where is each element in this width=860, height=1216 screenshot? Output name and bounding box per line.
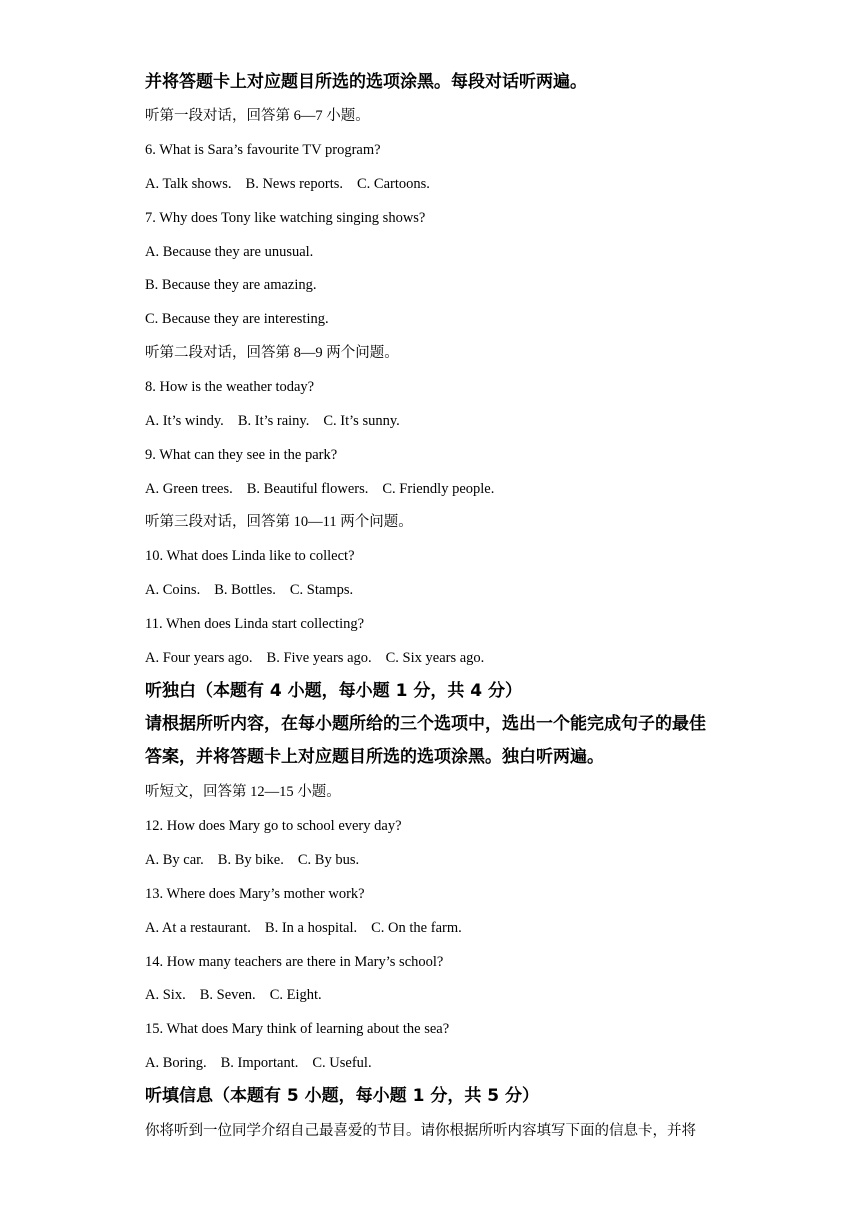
monologue-heading: 听独白（本题有 4 小题，每小题 1 分，共 4 分） xyxy=(145,681,522,701)
question-7-option-b: B. Because they are amazing. xyxy=(145,277,317,293)
option-a: A. Six. xyxy=(145,987,186,1003)
question-9-stem: 9. What can they see in the park? xyxy=(145,447,338,463)
option-c: C. Friendly people. xyxy=(382,481,495,497)
monologue-instruction-line-2: 答案，并将答题卡上对应题目所选的选项涂黑。独白听两遍。 xyxy=(145,747,604,767)
question-15-options xyxy=(145,1056,386,1071)
section-2-instruction: 听第二段对话，回答第 8—9 两个问题。 xyxy=(145,345,399,361)
question-8-options xyxy=(145,414,414,429)
option-b: B. Bottles. xyxy=(214,582,276,598)
section-1-instruction: 听第一段对话，回答第 6—7 小题。 xyxy=(145,108,370,124)
question-6-stem: 6. What is Sara’s favourite TV program? xyxy=(145,142,381,158)
option-a: A. Talk shows. xyxy=(145,176,232,192)
option-c: C. By bus. xyxy=(297,852,360,868)
question-10-options xyxy=(145,583,367,598)
option-b: B. Important. xyxy=(220,1055,299,1071)
question-6-options xyxy=(145,177,444,192)
option-b: B. Five years ago. xyxy=(266,650,372,666)
fill-info-heading: 听填信息（本题有 5 小题，每小题 1 分，共 5 分） xyxy=(145,1086,539,1106)
question-15-stem: 15. What does Mary think of learning about the sea? xyxy=(145,1021,450,1037)
option-b: B. By bike. xyxy=(217,852,284,868)
option-a: A. By car. xyxy=(145,852,204,868)
question-12-stem: 12. How does Mary go to school every day? xyxy=(145,818,402,834)
question-14-stem: 14. How many teachers are there in Mary’s school? xyxy=(145,954,444,970)
option-c: C. It’s sunny. xyxy=(323,413,400,429)
question-7-stem: 7. Why does Tony like watching singing shows? xyxy=(145,210,426,226)
option-a: A. At a restaurant. xyxy=(145,920,251,936)
option-b: B. Beautiful flowers. xyxy=(246,481,369,497)
option-b: B. News reports. xyxy=(245,176,343,192)
option-c: C. Useful. xyxy=(312,1055,372,1071)
option-a: A. It’s windy. xyxy=(145,413,224,429)
option-c: C. Eight. xyxy=(269,987,322,1003)
question-11-stem: 11. When does Linda start collecting? xyxy=(145,616,365,632)
option-b: B. Seven. xyxy=(199,987,256,1003)
dialogue-instruction: 并将答题卡上对应题目所选的选项涂黑。每段对话听两遍。 xyxy=(145,72,587,92)
question-13-stem: 13. Where does Mary’s mother work? xyxy=(145,886,365,902)
question-8-stem: 8. How is the weather today? xyxy=(145,379,315,395)
option-b: B. In a hospital. xyxy=(264,920,358,936)
option-c: C. Stamps. xyxy=(289,582,354,598)
option-a: A. Coins. xyxy=(145,582,201,598)
question-7-option-c: C. Because they are interesting. xyxy=(145,311,329,327)
option-b: B. It’s rainy. xyxy=(237,413,310,429)
question-13-options xyxy=(145,921,476,936)
question-7-option-a: A. Because they are unusual. xyxy=(145,244,314,260)
option-c: C. Cartoons. xyxy=(357,176,430,192)
question-11-options xyxy=(145,651,498,666)
option-a: A. Four years ago. xyxy=(145,650,253,666)
option-c: C. On the farm. xyxy=(371,920,462,936)
section-3-instruction: 听第三段对话，回答第 10—11 两个问题。 xyxy=(145,514,413,530)
option-a: A. Boring. xyxy=(145,1055,207,1071)
monologue-sub-instruction: 听短文，回答第 12—15 小题。 xyxy=(145,784,341,800)
question-14-options xyxy=(145,988,336,1003)
question-12-options xyxy=(145,853,373,868)
question-10-stem: 10. What does Linda like to collect? xyxy=(145,548,355,564)
question-9-options xyxy=(145,482,508,497)
fill-info-instruction: 你将听到一位同学介绍自己最喜爱的节目。请你根据所听内容填写下面的信息卡，并将 xyxy=(145,1123,696,1139)
option-a: A. Green trees. xyxy=(145,481,233,497)
monologue-instruction-line-1: 请根据所听内容，在每小题所给的三个选项中，选出一个能完成句子的最佳 xyxy=(145,714,706,734)
option-c: C. Six years ago. xyxy=(385,650,485,666)
